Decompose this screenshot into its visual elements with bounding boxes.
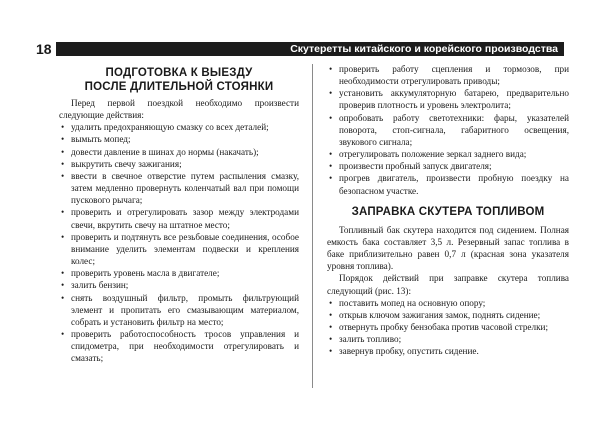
page-number: 18 <box>36 41 52 57</box>
list-item: • удалить предохраняющую смазку со всех деталей; <box>59 121 299 133</box>
running-title: Скутеретты китайского и корейского производства <box>290 43 558 55</box>
list-item: • установить аккумуляторную батарею, предварительно проверив плотность и уровень электролита; <box>327 87 569 111</box>
intro-paragraph: Перед первой поездкой необходимо произвести следующие действия: <box>59 98 299 121</box>
fuel-paragraph-2: Порядок действий при заправке скутера топлива следующий (рис. 13): <box>327 273 569 296</box>
fuel-paragraph-1: Топливный бак скутера находится под сидением. Полная емкость бака составляет 3,5 л. Резервный запас топлива в баке приблизительно равен 0,7 л (красная зона указателя уровня топлива). <box>327 224 569 272</box>
list-item: • открыв ключом зажигания замок, поднять сидение; <box>327 309 569 321</box>
list-item: • отвернуть пробку бензобака против часовой стрелки; <box>327 321 569 333</box>
list-item: • проверить и отрегулировать зазор между электродами свечи, вкрутить свечу на штатное место; <box>59 206 299 230</box>
list-item: • проверить и подтянуть все резьбовые соединения, особое внимание уделить элементам подвески и крепления колес; <box>59 231 299 267</box>
list-item: • залить топливо; <box>327 333 569 345</box>
section-heading-preparation <box>59 66 299 94</box>
header-bar <box>56 42 564 56</box>
list-item: • прогрев двигатель, произвести пробную поездку на безопасном участке. <box>327 172 569 196</box>
heading-line-2: ПОСЛЕ ДЛИТЕЛЬНОЙ СТОЯНКИ <box>84 81 274 93</box>
list-item: • поставить мопед на основную опору; <box>327 297 569 309</box>
right-column <box>327 63 569 357</box>
list-item: • завернув пробку, опустить сидение. <box>327 345 569 357</box>
left-column <box>59 66 299 364</box>
list-item: • довести давление в шинах до нормы (накачать); <box>59 146 299 158</box>
list-item: • выкрутить свечу зажигания; <box>59 158 299 170</box>
list-item: • проверить работу сцепления и тормозов, при необходимости отрегулировать приводы; <box>327 63 569 87</box>
section-heading-fuel: ЗАПРАВКА СКУТЕРА ТОПЛИВОМ <box>351 205 545 218</box>
preparation-list <box>59 121 299 364</box>
list-item: • залить бензин; <box>59 279 299 291</box>
list-item: • произвести пробный запуск двигателя; <box>327 160 569 172</box>
list-item: • проверить работоспособность тросов управления и спидометра, при необходимости отрегулировать и смазать; <box>59 328 299 364</box>
list-item: • вымыть мопед; <box>59 133 299 145</box>
preparation-list-continued <box>327 63 569 197</box>
list-item: • проверить уровень масла в двигателе; <box>59 267 299 279</box>
fuel-list <box>327 297 569 358</box>
heading-line-1: ПОДГОТОВКА К ВЫЕЗДУ <box>105 67 253 79</box>
list-item: • отрегулировать положение зеркал заднего вида; <box>327 148 569 160</box>
list-item: • снять воздушный фильтр, промыть фильтрующий элемент и пропитать его смазывающим материалом, собрать и установить фильтр на место; <box>59 292 299 328</box>
list-item: • опробовать работу светотехники: фары, указателей поворота, стоп-сигнала, габаритного освещения, звукового сигнала; <box>327 112 569 148</box>
column-divider <box>312 64 313 388</box>
page-header <box>36 42 564 58</box>
list-item: • ввести в свечное отверстие путем распыления смазку, затем медленно провернуть коленчатый вал при помощи пускового рычага; <box>59 170 299 206</box>
